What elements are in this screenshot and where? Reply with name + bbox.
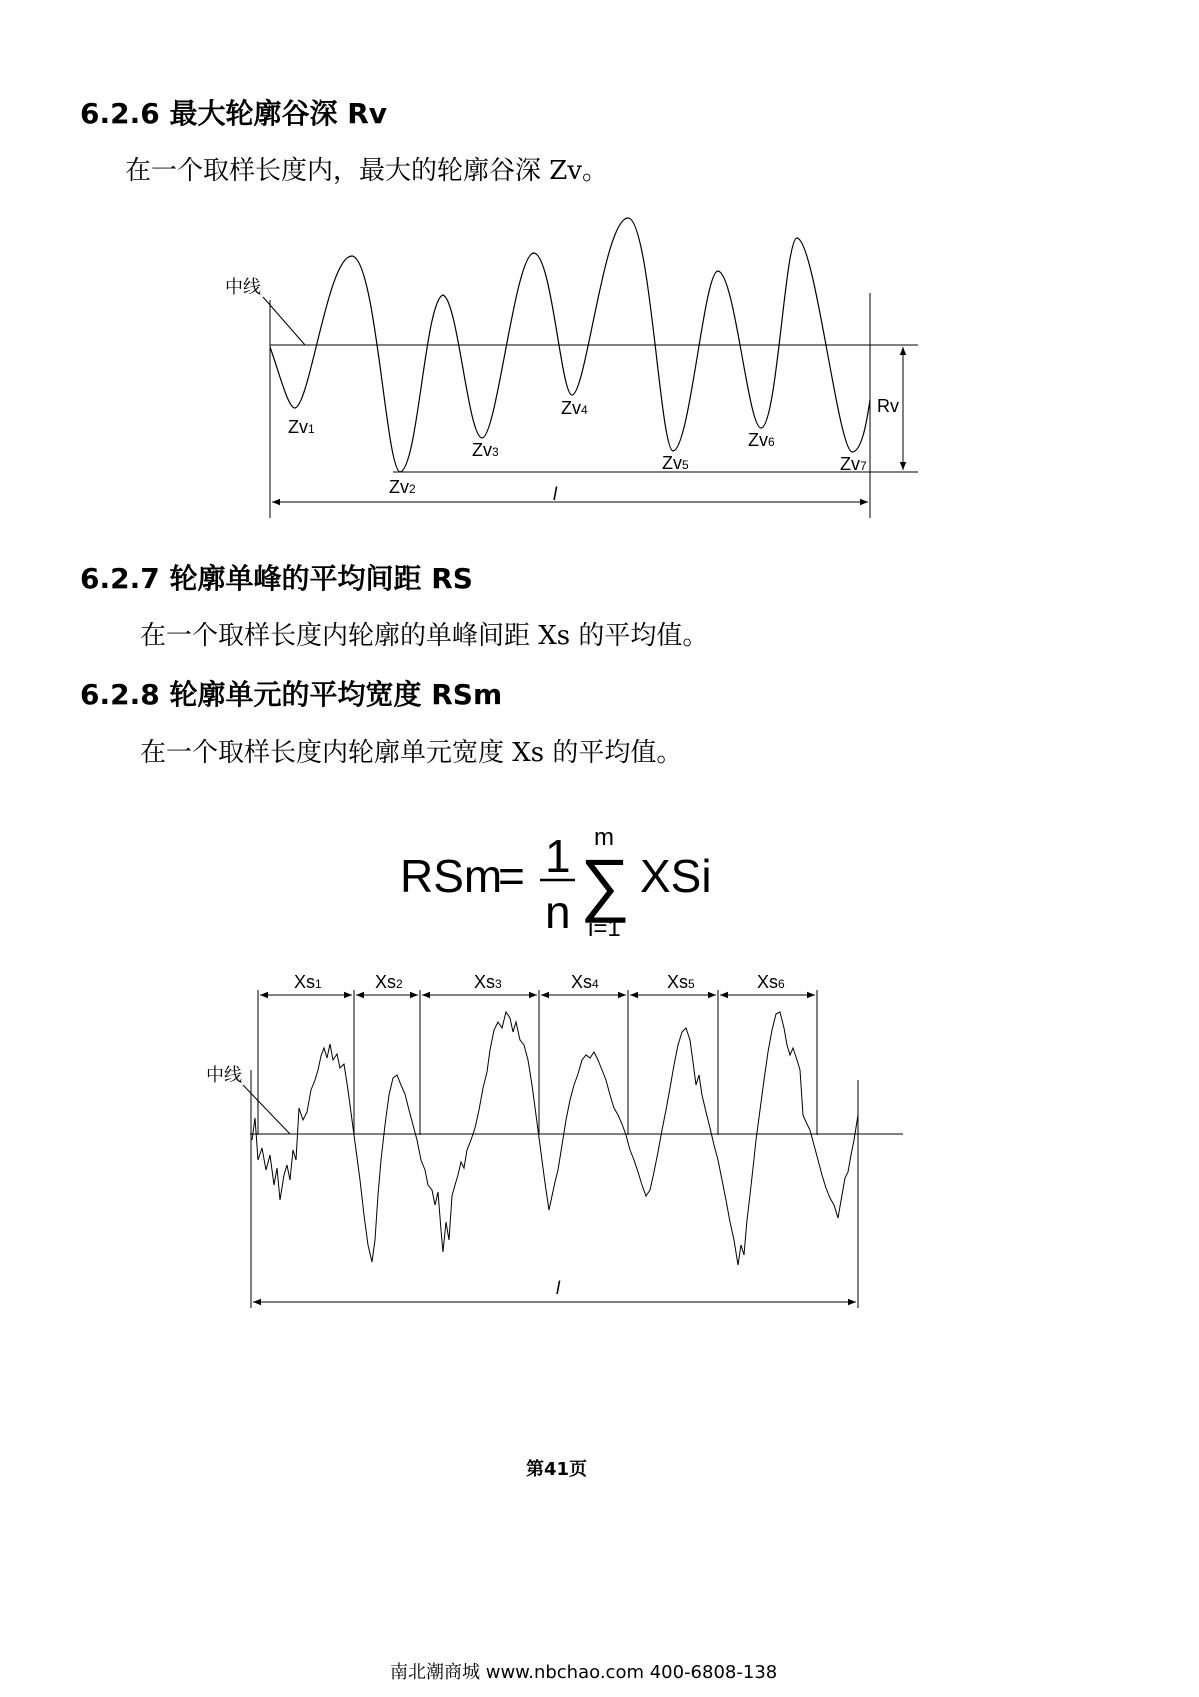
spacing-label-2: Xs2 [375, 972, 403, 992]
section-body-rv: 在一个取样长度内，最大的轮廓谷深 Zv。 [125, 156, 609, 186]
valley-label-4: Zv4 [561, 398, 588, 418]
section-heading-rv: 6.2.6 最大轮廓谷深 Rv [80, 97, 388, 130]
formula-denominator: n [545, 886, 571, 938]
formula-lhs: RSm [400, 850, 503, 902]
rsm-profile-curve [252, 1012, 858, 1265]
section-body-rsm: 在一个取样长度内轮廓单元宽度 Xs 的平均值。 [140, 738, 683, 768]
spacing-label-6: Xs6 [757, 972, 785, 992]
length-label: l [556, 1278, 560, 1298]
sum-symbol: ∑ [580, 845, 630, 923]
mean-line-label: 中线 [206, 1065, 242, 1085]
formula-equals: = [498, 850, 525, 902]
spacing-label-1: Xs1 [294, 972, 322, 992]
spacing-label-3: Xs3 [474, 972, 502, 992]
valley-label-6: Zv6 [748, 430, 775, 450]
sum-upper-limit: m [594, 824, 614, 851]
page-number: 第41页 [526, 1459, 588, 1480]
section-heading-rs: 6.2.7 轮廓单峰的平均间距 RS [80, 562, 473, 595]
spacing-label-5: Xs5 [667, 972, 695, 992]
rv-label: Rv [877, 396, 899, 416]
length-label: l [553, 484, 557, 504]
valley-label-5: Zv5 [662, 453, 689, 473]
section-heading-rsm: 6.2.8 轮廓单元的平均宽度 RSm [80, 678, 503, 711]
valley-label-1: Zv1 [288, 417, 315, 437]
valley-label-7: Zv7 [840, 454, 867, 474]
spacing-label-4: Xs4 [571, 972, 599, 992]
mean-line-leader [243, 1085, 290, 1134]
sum-lower-limit: i=1 [588, 915, 621, 942]
formula-term: XSi [640, 850, 712, 902]
formula-numerator: 1 [545, 830, 571, 882]
mean-line-label: 中线 [225, 277, 261, 297]
valley-label-2: Zv2 [389, 477, 416, 497]
section-body-rs: 在一个取样长度内轮廓的单峰间距 Xs 的平均值。 [140, 621, 709, 651]
valley-label-3: Zv3 [472, 440, 499, 460]
footer-text: 南北潮商城 www.nbchao.com 400-6808-138 [390, 1662, 778, 1683]
